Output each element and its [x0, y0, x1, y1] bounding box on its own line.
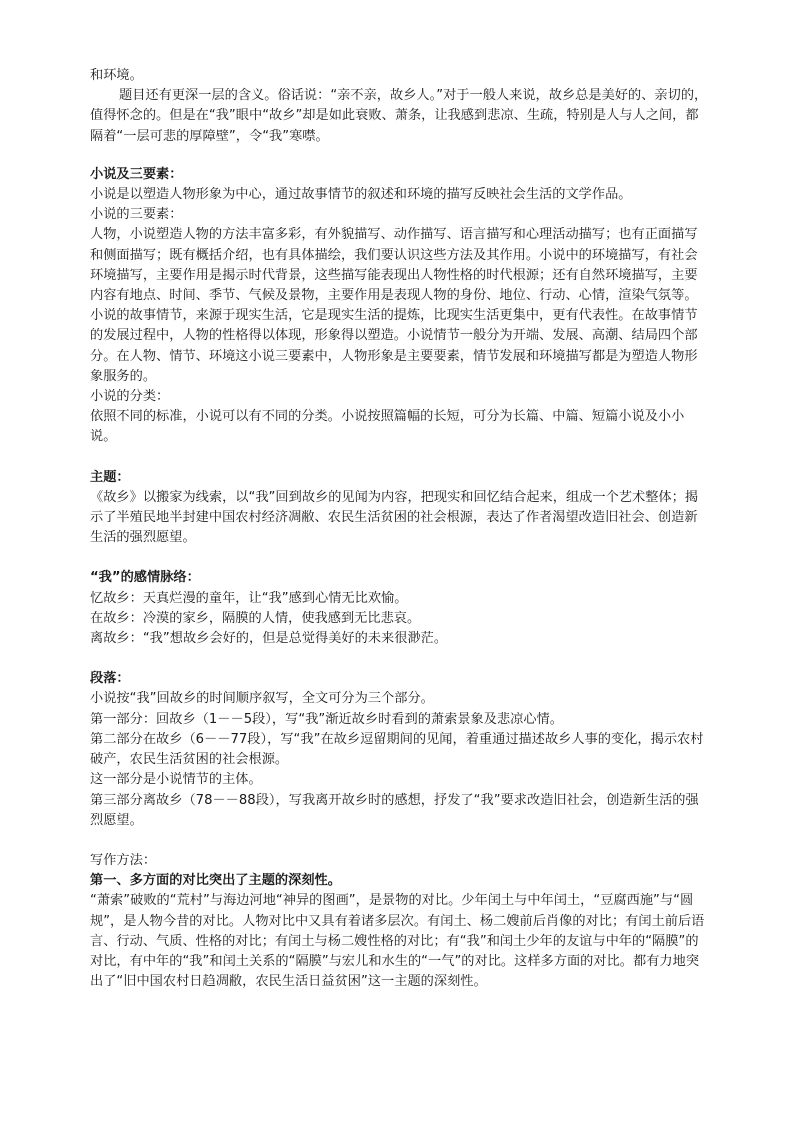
elements-text: 人物，小说塑造人物的方法丰富多彩，有外貌描写、动作描写、语言描写和心理活动描写；也有正面描写和侧面描写；既有概括介绍，也有具体描绘，我们要认识这些方法及其作用。小说中的环境描写，有社会环境描写，主要作用是揭示时代背景，这些描写能表现出人物性格的时代根源；还有自然环境描写，主要内容有地点、时间、季节、气候及景物，主要作用是表现人物的身份、地位、行动、心情，渲染气氛等。小说的故事情节，来源于现实生活，它是现实生活的提炼，比现实生活更集中，更有代表性。在故事情节的发展过程中，人物的性格得以体现，形象得以塑造。小说情节一般分为开端、发展、高潮、结局四个部分。在人物、情节、环境这小说三要素中，人物形象是主要要素，情节发展和环境描写都是为塑造人物形象服务的。	[90, 227, 698, 384]
sections-line: 第二部分在故乡（6－－77段），写“我”在故乡逗留期间的见闻，着重通过描述故乡人事的变化，揭示农村破产，农民生活贫困的社会根源。	[90, 731, 704, 768]
novel-heading: 小说及三要素：	[90, 166, 183, 182]
writing-subheading: 第一、多方面的对比突出了主题的深刻性。	[90, 873, 341, 889]
elements-label: 小说的三要素：	[90, 207, 183, 223]
intro-fragment: 和环境。	[90, 68, 143, 83]
novel-definition: 小说是以塑造人物形象为中心，通过故事情节的叙述和环境的描写反映社会生活的文学作品。	[90, 187, 632, 203]
emotion-item: 在故乡：冷漠的家乡，隔膜的人情，使我感到无比悲哀。	[90, 610, 421, 626]
emotion-heading: “我”的感情脉络：	[90, 570, 200, 586]
emotion-item: 忆故乡：天真烂漫的童年，让“我”感到心情无比欢愉。	[90, 590, 408, 606]
sections-line: 小说按“我”回故乡的时间顺序叙写，全文可分为三个部分。	[90, 691, 434, 707]
classification-text: 依照不同的标准，小说可以有不同的分类。小说按照篇幅的长短，可分为长篇、中篇、短篇小说及小小说。	[90, 409, 685, 445]
theme-heading: 主题：	[90, 469, 130, 485]
theme-text: 《故乡》以搬家为线索，以“我”回到故乡的见闻为内容，把现实和回忆结合起来，组成一个艺术整体；揭示了半殖民地半封建中国农村经济凋敝、农民生活贫困的社会根源，表达了作者渴望改造旧社会、创造新生活的强烈愿望。	[90, 489, 699, 546]
writing-text: “萧索”破败的“荒村”与海边河地“神异的图画”，是景物的对比。少年闰土与中年闰土，“豆腐西施”与“圆规”，是人物今昔的对比。人物对比中又具有着诸多层次。有闰土、杨二嫂前后肖像的对比；有闰土前后语言、行动、气质、性格的对比；有闰土与杨二嫂性格的对比；有“我”和闰土少年的友谊与中年的“隔膜”的对比，有中年的“我”和闰土关系的“隔膜”与宏儿和水生的“一气”的对比。这样多方面的对比。都有力地突出了“旧中国农村日趋凋敝，农民生活日益贫困”这一主题的深刻性。	[90, 893, 705, 990]
sections-heading: 段落：	[90, 671, 130, 687]
sections-line: 第三部分离故乡（78－－88段），写我离开故乡时的感想，抒发了“我”要求改造旧社会，创造新生活的强烈愿望。	[90, 792, 699, 828]
document-page	[90, 66, 710, 992]
sections-line: 这一部分是小说情节的主体。	[90, 772, 262, 788]
classification-label: 小说的分类：	[90, 389, 170, 405]
emotion-item: 离故乡：“我”想故乡会好的，但是总觉得美好的未来很渺茫。	[90, 631, 448, 647]
sections-line: 第一部分：回故乡（1－－5段），写“我”渐近故乡时看到的萧索景象及悲凉心情。	[90, 711, 563, 727]
intro-paragraph: 题目还有更深一层的含义。俗话说：“亲不亲，故乡人。”对于一般人来说，故乡总是美好的、亲切的，值得怀念的。但是在“我”眼中“故乡”却是如此衰败、萧条，让我感到悲凉、生疏，特别是人与人之间，都隔着“一层可悲的厚障壁”，令“我”寒噤。	[90, 88, 708, 144]
writing-heading: 写作方法：	[90, 852, 157, 868]
